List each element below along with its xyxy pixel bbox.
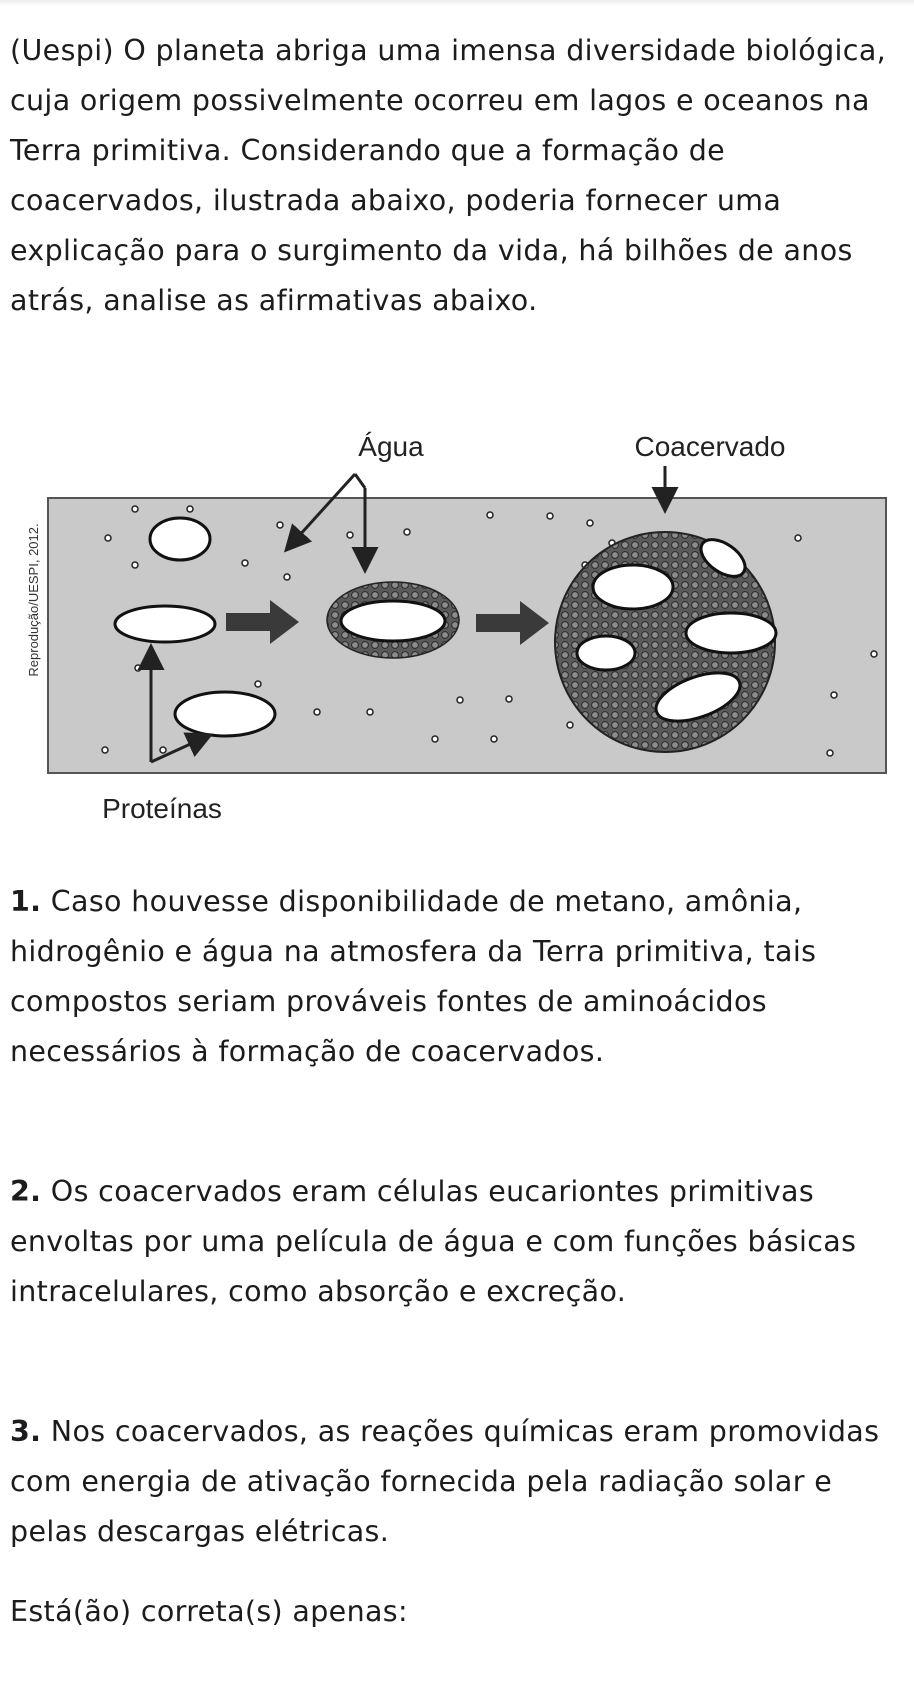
statement-1 (10, 877, 910, 1077)
coacervate-figure (0, 420, 914, 850)
proteins-label: Proteínas (102, 793, 222, 824)
question-prompt: Está(ão) correta(s) apenas: (10, 1595, 408, 1628)
question-intro: (Uespi) O planeta abriga uma imensa diversidade biológica, cuja origem possivelmente ocorreu em lagos e oceanos na Terra primitiva. Considerando que a formação de coacervados, ilustrada abaixo, poderia fornecer uma explicação para o surgimento da vida, há bilhões de anos atrás, analise as afirmativas abaixo. (10, 34, 887, 317)
statement-2-number: 2. (10, 1175, 42, 1208)
water-label: Água (358, 431, 424, 462)
coacervate (555, 532, 776, 752)
image-credit: Reprodução/UESPI, 2012. (26, 523, 41, 677)
statement-2 (10, 1167, 910, 1317)
statement-3-number: 3. (10, 1415, 42, 1448)
coacervate-label: Coacervado (634, 431, 786, 462)
top-shadow-bar (0, 0, 914, 6)
statement-3 (10, 1407, 910, 1557)
statement-1-number: 1. (10, 885, 42, 918)
water-arrow-joint (355, 474, 365, 488)
hydrated-protein (327, 582, 459, 658)
statement-2-text: Os coacervados eram células eucariontes primitivas envoltas por uma película de água e com funções básicas intracelulares, como absorção e excreção. (10, 1175, 857, 1308)
statement-1-text: Caso houvesse disponibilidade de metano, amônia, hidrogênio e água na atmosfera da Terra primitiva, tais compostos seriam prováveis fontes de aminoácidos necessários à formação de coacervados. (10, 885, 817, 1068)
statement-3-text: Nos coacervados, as reações químicas eram promovidas com energia de ativação fornecida pela radiação solar e pelas descargas elétricas. (10, 1415, 880, 1548)
